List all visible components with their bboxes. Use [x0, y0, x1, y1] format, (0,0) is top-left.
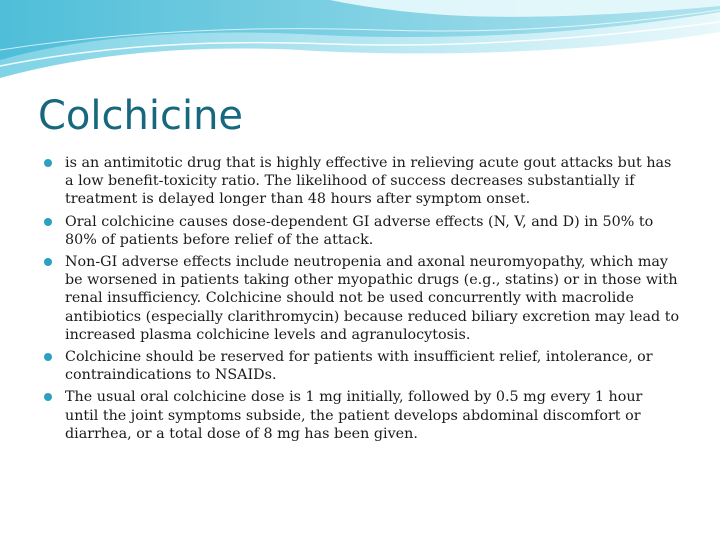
bullet-text: Non-GI adverse effects include neutropenia and axonal neuromyopathy, which may be worsened in patients taking other myopathic drugs (e.g., statins) or in those with renal insufficiency. Colchicine should not be used concurrently with macrolide antibiotics (especially clarithromycin) because reduced biliary excretion may lead to increased plasma colchicine levels and agranulocytosis. — [65, 254, 680, 343]
bullet-text: The usual oral colchicine dose is 1 mg initially, followed by 0.5 mg every 1 hour until the joint symptoms subside, the patient develops abdominal discomfort or diarrhea, or a total dose of 8 mg has been given. — [65, 389, 643, 442]
bullet-dot-icon — [44, 393, 52, 401]
bullet-item — [44, 154, 680, 209]
bullet-dot-icon — [44, 353, 52, 361]
bullet-text: is an antimitotic drug that is highly effective in relieving acute gout attacks but has a low benefit-toxicity ratio. The likelihood of success decreases substantially if treatment is delayed longer than 48 hours after symptom onset. — [65, 155, 672, 208]
bullet-item — [44, 388, 680, 443]
bullet-dot-icon — [44, 159, 52, 167]
bullet-text: Oral colchicine causes dose-dependent GI adverse effects (N, V, and D) in 50% to 80% of patients before relief of the attack. — [65, 213, 654, 248]
bullet-item — [44, 213, 680, 249]
decorative-wave-header — [0, 0, 720, 90]
slide-title: Colchicine — [38, 93, 244, 139]
bullet-text: Colchicine should be reserved for patients with insufficient relief, intolerance, or contraindications to NSAIDs. — [65, 349, 653, 384]
bullet-dot-icon — [44, 218, 52, 226]
bullet-item — [44, 348, 680, 384]
bullet-list — [44, 154, 680, 447]
bullet-item — [44, 253, 680, 344]
bullet-dot-icon — [44, 258, 52, 266]
